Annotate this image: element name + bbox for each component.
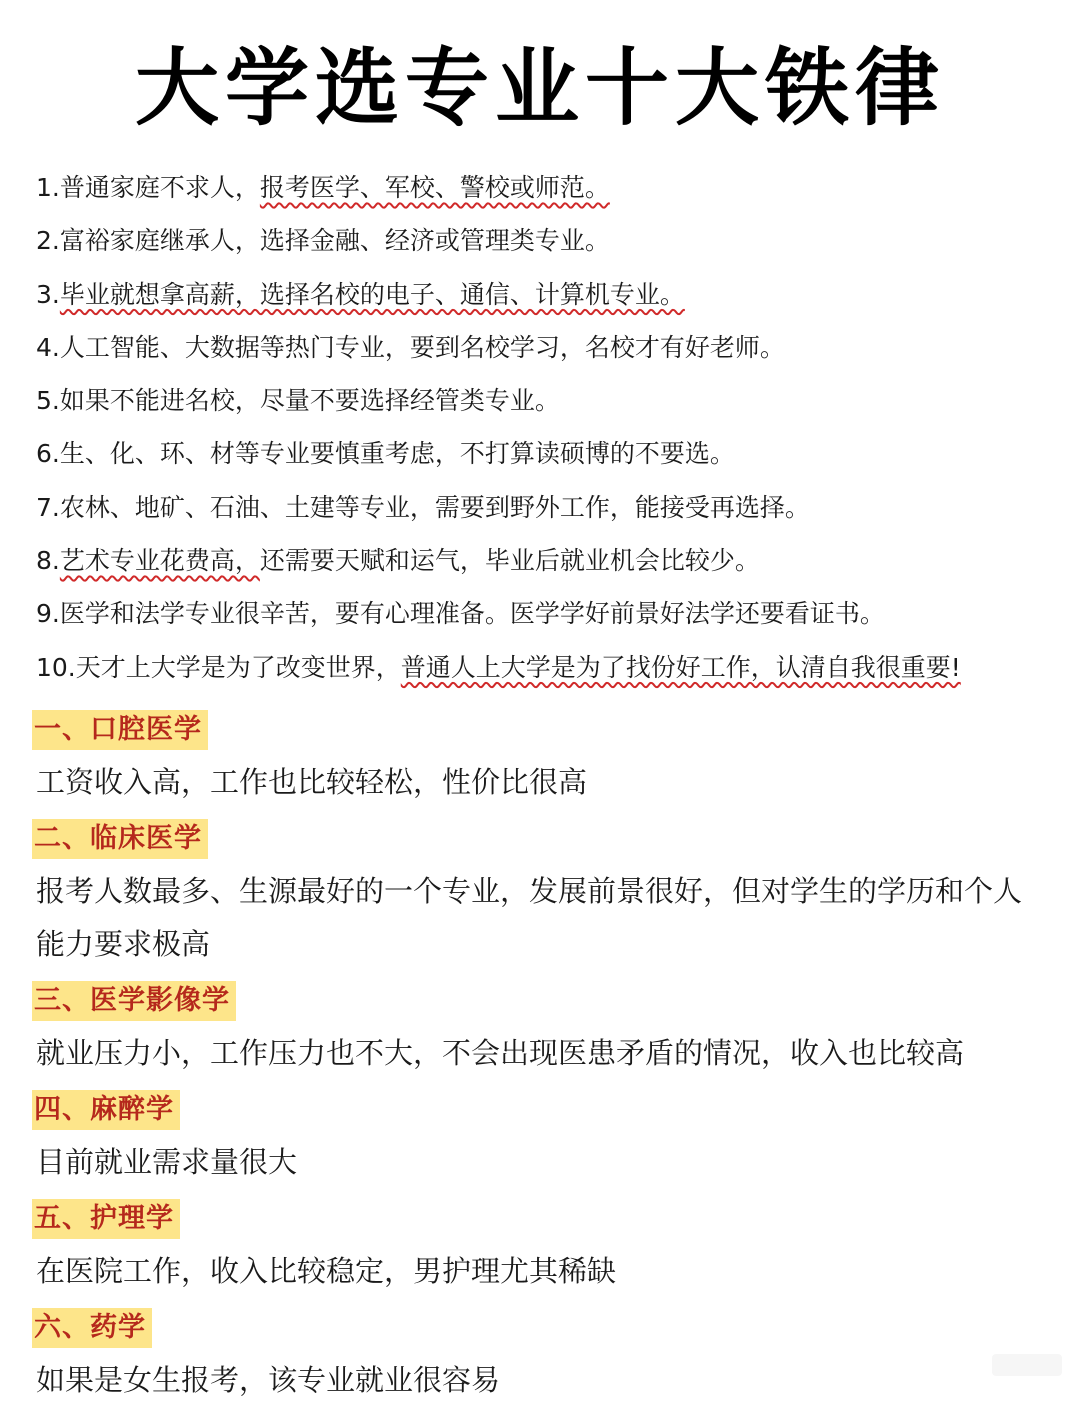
major-description: 如果是女生报考，该专业就业很容易 — [36, 1363, 501, 1397]
rule-text: 人工智能、大数据等热门专业，要到名校学习，名校才有好老师。 — [59, 332, 785, 362]
rules-list — [36, 164, 1056, 697]
major-description: 工资收入高，工作也比较轻松，性价比很高 — [36, 765, 588, 799]
major-heading: 一、口腔医学 — [32, 710, 208, 750]
rule-text-underlined: 普通人上大学是为了找份好工作，认清自我很重要! — [400, 652, 961, 682]
rule-number: 1. — [36, 173, 60, 202]
rule-text-underlined: 报考医学、军校、警校或师范。 — [259, 173, 610, 202]
major-heading: 六、药学 — [32, 1308, 152, 1348]
rule-number: 5. — [36, 386, 60, 416]
rule-text-tail: 还需要天赋和运气，毕业后就业机会比较少。 — [259, 546, 760, 576]
major-item — [36, 1308, 1056, 1407]
rule-number: 8. — [36, 546, 60, 576]
rule-item — [36, 537, 1056, 590]
major-description: 目前就业需求量很大 — [36, 1145, 298, 1179]
major-item — [36, 1090, 1056, 1189]
rule-number: 9. — [36, 599, 60, 629]
rule-item — [36, 484, 1056, 537]
rule-text: 普通家庭不求人， — [59, 173, 260, 202]
rule-item — [36, 590, 1056, 643]
major-item — [36, 981, 1056, 1080]
rule-number: 7. — [36, 492, 60, 522]
rule-number: 3. — [36, 279, 60, 309]
rule-text: 富裕家庭继承人，选择金融、经济或管理类专业。 — [59, 226, 610, 256]
rule-item — [36, 430, 1056, 483]
rule-text-underlined: 毕业就想拿高薪，选择名校的电子、通信、计算机专业。 — [59, 279, 685, 309]
rule-number: 2. — [36, 226, 60, 256]
rule-item — [36, 644, 1056, 697]
majors-section — [36, 710, 1056, 1417]
major-heading: 三、医学影像学 — [32, 981, 236, 1021]
rule-item — [36, 324, 1056, 377]
rule-item — [36, 164, 1056, 217]
rule-text: 农林、地矿、石油、土建等专业，需要到野外工作，能接受再选择。 — [59, 492, 810, 522]
major-item — [36, 710, 1056, 809]
major-description: 就业压力小，工作压力也不大，不会出现医患矛盾的情况，收入也比较高 — [36, 1036, 965, 1070]
rule-item — [36, 377, 1056, 430]
major-heading: 四、麻醉学 — [32, 1090, 180, 1130]
rule-text-underlined: 艺术专业花费高， — [59, 546, 260, 576]
major-description: 在医院工作，收入比较稳定，男护理尤其稀缺 — [36, 1254, 617, 1288]
rule-text: 医学和法学专业很辛苦，要有心理准备。医学学好前景好法学还要看证书。 — [59, 599, 885, 629]
watermark — [992, 1354, 1062, 1376]
rule-item — [36, 271, 1056, 324]
rule-number: 4. — [36, 332, 60, 362]
major-heading: 二、临床医学 — [32, 819, 208, 859]
major-item — [36, 1199, 1056, 1298]
rule-text: 如果不能进名校，尽量不要选择经管类专业。 — [59, 386, 560, 416]
major-item — [36, 819, 1056, 971]
major-description: 报考人数最多、生源最好的一个专业，发展前景很好，但对学生的学历和个人能力要求极高 — [36, 874, 1023, 961]
rule-text: 生、化、环、材等专业要慎重考虑，不打算读硕博的不要选。 — [59, 439, 735, 469]
page-title: 大学选专业十大铁律 — [134, 39, 945, 137]
major-heading: 五、护理学 — [32, 1199, 180, 1239]
rule-number: 10. — [36, 652, 76, 682]
rule-item — [36, 217, 1056, 270]
rule-number: 6. — [36, 439, 60, 469]
rule-text: 天才上大学是为了改变世界， — [75, 652, 401, 682]
